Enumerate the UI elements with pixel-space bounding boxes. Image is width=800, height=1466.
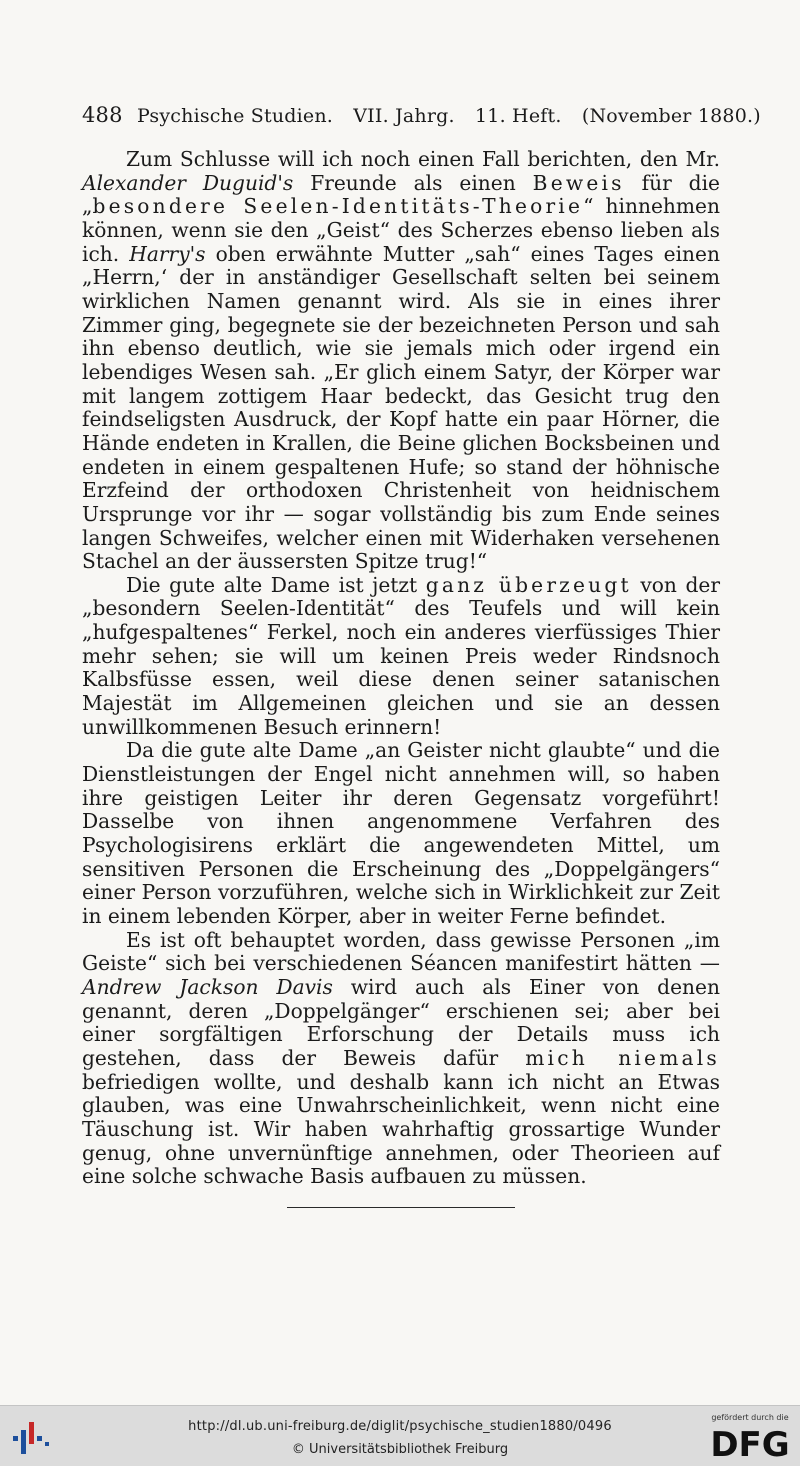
text-run: Die gute alte Dame ist jetzt [126, 572, 426, 597]
text-run: Zum Schlusse will ich noch einen Fall berichten, den Mr. [126, 147, 720, 171]
issue-date: (November 1880.) [581, 105, 761, 127]
paragraph-3 [82, 739, 720, 928]
emphasis-spaced: Beweis [532, 170, 625, 195]
paragraph-1 [82, 148, 720, 574]
text-run: von der „besondern Seelen-Identität“ des Teufels und will kein „hufgespaltenes“ Ferkel, noch ein anderes vierfüssiges Thier mehr sehen; sie will um keinen Preis weder Rindsnoch Kalbsfüsse essen, weil diese denen seiner satanischen Majestät im Allgemeinen gleichen und sie an dessen unwillkommenen Besuch erinnern! [82, 572, 720, 739]
paragraph-4 [82, 929, 720, 1189]
text-run: Da die gute alte Dame „an Geister nicht glaubte“ und die Dienstleistungen der Engel nicht annehmen will, so haben ihre geistigen Leiter ihr deren Gegensatz vorgeführt! Dasselbe von ihnen angenommene Verfahren des Psychologisirens erklärt die angewendeten Mittel, um sensitiven Personen die Erscheinung des „Doppelgängers“ einer Person vorzuführen, welche sich in Wirklichkeit zur Zeit in einem lebenden Körper, aber in weiter Ferne befindet. [82, 738, 720, 928]
person-name: Andrew Jackson Davis [82, 974, 333, 999]
dfg-caption: gefördert durch die [711, 1413, 789, 1422]
paragraph-2 [82, 574, 720, 740]
dfg-badge [703, 1413, 797, 1463]
text-run: Es ist oft behauptet worden, dass gewisse Personen „im Geiste“ sich bei verschiedenen Séancen manifestirt hätten — [82, 927, 720, 976]
person-name: Alexander Duguid's [82, 170, 294, 195]
copyright-notice: © Universitätsbibliothek Freiburg [291, 1442, 509, 1457]
page-number: 488 [82, 103, 123, 127]
text-run: wird auch als Einer von denen genannt, deren „Doppelgänger“ erschienen sei; aber bei einer sorgfältigen Erforschung der Details muss ich gestehen, dass der Beweis dafür [82, 974, 721, 1070]
emphasis-spaced: besondere Seelen-Identitäts-Theorie [92, 194, 584, 219]
emphasis-spaced: mich niemals [525, 1045, 720, 1070]
volume-year: VII. Jahrg. [353, 105, 455, 127]
text-run: oben erwähnte Mutter „sah“ eines Tages einen „Herrn,‘ der in anständiger Gesellschaft selten bei seinem wirklichen Namen genannt wird. Als sie in eines ihrer Zimmer ging, begegnete sie der bezeichneten Person und sah ihn ebenso deutlich, wie sie jemals mich oder irgend ein lebendiges Wesen sah. „Er glich einem Satyr, der Körper war mit langem zottigem Haar bedeckt, das Gesicht trug den feindseligsten Ausdruck, der Kopf hatte ein paar Hörner, die Hände endeten in Krallen, die Beine glichen Bocksbeinen und endeten in einem gespaltenen Hufe; so stand der höhnische Erzfeind der orthodoxen Christenheit von heidnischem Ursprunge vor ihr — sogar vollständig bis zum Ende seines langen Schweifes, welcher einen mit Widerhaken versehenen Stachel an der äussersten Spitze trug!“ [82, 241, 720, 574]
issue-number: 11. Heft. [475, 105, 562, 127]
text-run: Freunde als einen [293, 170, 533, 195]
source-url[interactable]: http://dl.ub.uni-freiburg.de/diglit/psychische_studien1880/0496 [188, 1419, 612, 1434]
viewer-footer [0, 1405, 800, 1466]
section-divider [287, 1207, 515, 1208]
emphasis-spaced: ganz überzeugt [425, 572, 632, 597]
dfg-logo-text: DFG [710, 1425, 790, 1461]
text-run: befriedigen wollte, und deshalb kann ich nicht an Etwas glauben, was eine Unwahrscheinlichkeit, wenn nicht eine Täuschung ist. Wir haben wahrhaftig grossartige Wunder genug, ohne unvernünftige annehmen, oder Theorieen auf eine solche schwache Basis aufbauen zu müssen. [82, 1069, 720, 1189]
person-name: Harry's [129, 241, 206, 266]
dfg-logo-icon [707, 1425, 793, 1461]
journal-title: Psychische Studien. [136, 105, 334, 127]
body-text [82, 148, 720, 1208]
text-run: für die „ [82, 170, 720, 219]
text-run: “ hinnehmen können, wenn sie den „Geist“ des Scherzes ebenso lieben als ich. [82, 194, 720, 266]
running-header [82, 103, 761, 127]
